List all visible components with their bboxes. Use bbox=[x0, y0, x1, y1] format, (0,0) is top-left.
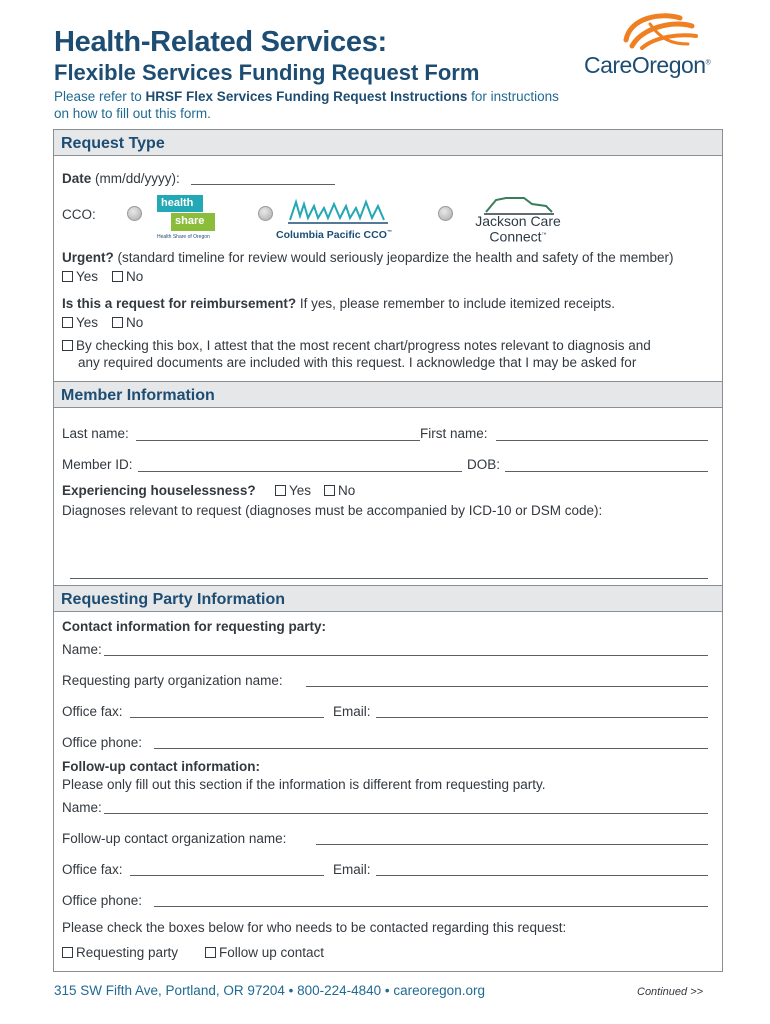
request-type-header bbox=[54, 129, 722, 156]
urgent-yes-option[interactable] bbox=[62, 269, 98, 284]
reimb-yes-checkbox[interactable] bbox=[62, 317, 73, 328]
reimb-yes-option[interactable] bbox=[62, 315, 98, 330]
reimbursement-label: Is this a request for reimbursement? bbox=[62, 296, 297, 311]
logo-text: CareOregon bbox=[584, 52, 706, 78]
jackson-care-tm: ™ bbox=[541, 232, 547, 238]
houseless-no-checkbox[interactable] bbox=[324, 485, 335, 496]
careoregon-wordmark bbox=[584, 52, 710, 79]
requesting-party-header bbox=[54, 585, 722, 612]
followup-phone-label: Office phone: bbox=[62, 893, 143, 908]
diagnoses-label: Diagnoses relevant to request (diagnoses must be accompanied by ICD-10 or DSM code): bbox=[62, 503, 603, 518]
date-label-hint: (mm/dd/yyyy): bbox=[91, 171, 180, 186]
requesting-party-heading: Requesting Party Information bbox=[61, 591, 286, 608]
urgent-no-checkbox[interactable] bbox=[112, 271, 123, 282]
urgent-hint: (standard timeline for review would seriously jeopardize the health and safety of the member) bbox=[113, 250, 674, 265]
careoregon-swirl-icon bbox=[620, 10, 700, 52]
jackson-care-logo bbox=[464, 192, 574, 245]
request-type-heading: Request Type bbox=[61, 135, 165, 152]
followup-name-label: Name: bbox=[62, 800, 102, 815]
followup-name-field[interactable] bbox=[104, 813, 708, 814]
jackson-care-name bbox=[468, 214, 568, 244]
houseless-no-option[interactable] bbox=[324, 483, 355, 498]
urgent-no-option[interactable] bbox=[112, 269, 143, 284]
first-name-field[interactable] bbox=[496, 440, 708, 441]
urgent-no-label: No bbox=[126, 269, 144, 284]
requesting-org-field[interactable] bbox=[306, 686, 708, 687]
first-name-label: First name: bbox=[420, 426, 488, 441]
houseless-yes-option[interactable] bbox=[275, 483, 311, 498]
followup-org-label: Follow-up contact organization name: bbox=[62, 831, 287, 846]
requesting-phone-field[interactable] bbox=[154, 748, 708, 749]
attest-line1: By checking this box, I attest that the most recent chart/progress notes relevant to diagnosis and bbox=[76, 338, 651, 353]
contact-requesting-label: Requesting party bbox=[76, 945, 179, 960]
intro-prefix: Please refer to bbox=[54, 89, 146, 104]
footer-address: 315 SW Fifth Ave, Portland, OR 97204 • 800-224-4840 • careoregon.org bbox=[54, 983, 485, 998]
contact-info-heading: Contact information for requesting party: bbox=[62, 619, 327, 634]
jackson-care-line1: Jackson Care bbox=[475, 213, 561, 229]
followup-org-field[interactable] bbox=[316, 844, 708, 845]
followup-fax-field[interactable] bbox=[130, 875, 324, 876]
last-name-label: Last name: bbox=[62, 426, 129, 441]
trees-icon bbox=[288, 196, 398, 226]
houselessness-label: Experiencing houselessness? bbox=[62, 483, 256, 498]
requesting-phone-label: Office phone: bbox=[62, 735, 143, 750]
date-label bbox=[62, 171, 180, 186]
logo-tm: ® bbox=[705, 59, 711, 67]
intro-suffix: for instructions bbox=[467, 89, 559, 104]
contact-followup-option[interactable] bbox=[205, 945, 324, 960]
member-info-heading: Member Information bbox=[61, 387, 215, 404]
reimb-no-option[interactable] bbox=[112, 315, 143, 330]
cco-label: CCO: bbox=[62, 207, 96, 222]
diagnoses-field[interactable] bbox=[70, 578, 708, 579]
contact-followup-checkbox[interactable] bbox=[205, 947, 216, 958]
jackson-care-line2: Connect bbox=[489, 228, 542, 245]
reimb-no-label: No bbox=[126, 315, 144, 330]
intro-instructions-link: HRSF Flex Services Funding Request Instructions bbox=[145, 89, 468, 104]
member-id-label: Member ID: bbox=[62, 457, 133, 472]
date-label-bold: Date bbox=[62, 171, 92, 186]
requesting-email-label: Email: bbox=[333, 704, 371, 719]
health-share-tagline: Health Share of Oregon bbox=[157, 234, 210, 240]
contact-check-note: Please check the boxes below for who needs to be contacted regarding this request: bbox=[62, 920, 567, 935]
contact-requesting-checkbox[interactable] bbox=[62, 947, 73, 958]
member-id-field[interactable] bbox=[138, 471, 462, 472]
followup-heading: Follow-up contact information: bbox=[62, 759, 260, 774]
requesting-fax-label: Office fax: bbox=[62, 704, 123, 719]
columbia-pacific-name bbox=[276, 229, 392, 241]
member-info-header bbox=[54, 381, 722, 408]
followup-email-field[interactable] bbox=[376, 875, 708, 876]
houseless-no-label: No bbox=[338, 483, 356, 498]
health-share-box1: health bbox=[157, 195, 203, 212]
intro-line2: on how to fill out this form. bbox=[54, 106, 211, 121]
contact-followup-label: Follow up contact bbox=[219, 945, 325, 960]
houseless-yes-checkbox[interactable] bbox=[275, 485, 286, 496]
date-field[interactable] bbox=[191, 184, 335, 185]
urgent-yes-label: Yes bbox=[76, 269, 99, 284]
requesting-name-field[interactable] bbox=[104, 655, 708, 656]
reimbursement-question bbox=[62, 296, 615, 311]
form-title: Health-Related Services: bbox=[54, 26, 387, 58]
attest-checkbox[interactable] bbox=[62, 340, 73, 351]
health-share-logo bbox=[157, 195, 217, 245]
urgent-label: Urgent? bbox=[62, 250, 114, 265]
columbia-pacific-logo bbox=[274, 196, 414, 242]
requesting-org-label: Requesting party organization name: bbox=[62, 673, 283, 688]
form-frame bbox=[53, 129, 723, 972]
continued-label: Continued >> bbox=[637, 986, 704, 998]
attest-line2: any required documents are included with this request. I acknowledge that I may be asked for bbox=[78, 355, 637, 370]
reimb-yes-label: Yes bbox=[76, 315, 99, 330]
cco-radio-health-share[interactable] bbox=[127, 206, 142, 221]
last-name-field[interactable] bbox=[136, 440, 420, 441]
health-share-box2: share bbox=[171, 213, 215, 231]
careoregon-logo bbox=[584, 10, 734, 82]
followup-fax-label: Office fax: bbox=[62, 862, 123, 877]
dob-label: DOB: bbox=[467, 457, 501, 472]
form-intro bbox=[54, 88, 614, 122]
requesting-email-field[interactable] bbox=[376, 717, 708, 718]
form-subtitle: Flexible Services Funding Request Form bbox=[54, 60, 480, 85]
urgent-question bbox=[62, 250, 674, 265]
attest-option[interactable] bbox=[62, 338, 651, 353]
requesting-name-label: Name: bbox=[62, 642, 102, 657]
cco-radio-jackson-care[interactable] bbox=[438, 206, 453, 221]
columbia-pacific-text: Columbia Pacific CCO bbox=[276, 229, 387, 241]
houseless-yes-label: Yes bbox=[289, 483, 312, 498]
reimbursement-hint: If yes, please remember to include itemized receipts. bbox=[296, 296, 615, 311]
reimb-no-checkbox[interactable] bbox=[112, 317, 123, 328]
followup-email-label: Email: bbox=[333, 862, 371, 877]
requesting-fax-field[interactable] bbox=[130, 717, 324, 718]
dob-field[interactable] bbox=[505, 471, 708, 472]
followup-phone-field[interactable] bbox=[154, 906, 708, 907]
followup-note: Please only fill out this section if the information is different from requesting party. bbox=[62, 777, 546, 792]
columbia-pacific-tm: ™ bbox=[386, 229, 392, 236]
contact-requesting-option[interactable] bbox=[62, 945, 178, 960]
cco-radio-columbia-pacific[interactable] bbox=[258, 206, 273, 221]
urgent-yes-checkbox[interactable] bbox=[62, 271, 73, 282]
